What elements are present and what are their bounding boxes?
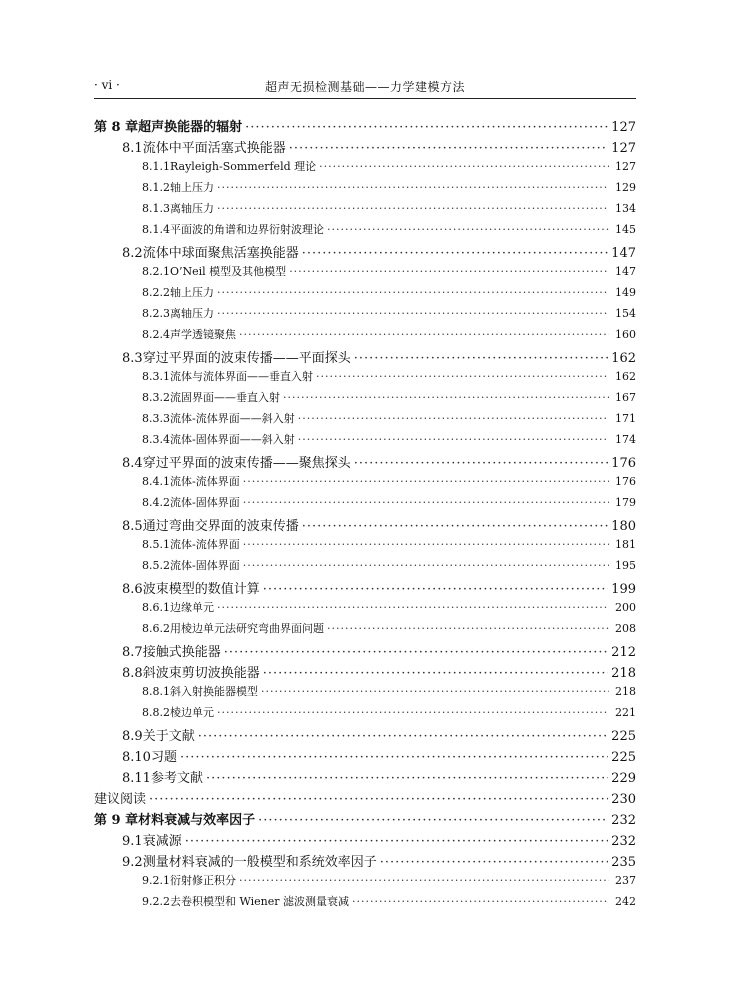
toc-entry-page: 195 bbox=[615, 559, 636, 572]
toc-entry-number: 8.4.1 bbox=[142, 475, 170, 488]
table-of-contents bbox=[94, 116, 636, 914]
toc-entry-number: 第 9 章 bbox=[94, 813, 139, 828]
toc-entry-page: 232 bbox=[611, 834, 636, 849]
dot-leader bbox=[302, 246, 608, 261]
dot-leader bbox=[239, 874, 609, 887]
toc-entry-page: 127 bbox=[611, 141, 636, 156]
toc-entry-number: 8.8.1 bbox=[142, 685, 170, 698]
toc-entry-title: 斜波束剪切波换能器 bbox=[142, 666, 260, 681]
toc-entry-title: 流体-固体界面 bbox=[170, 559, 240, 572]
toc-entry-number: 9.2 bbox=[122, 855, 143, 870]
toc-entry-subsection[interactable] bbox=[94, 536, 636, 557]
dot-leader bbox=[354, 456, 608, 471]
toc-entry-page: 199 bbox=[611, 582, 636, 597]
toc-entry-title: 衰减源 bbox=[142, 834, 182, 849]
toc-entry-subsection[interactable] bbox=[94, 179, 636, 200]
toc-entry-number: 8.11 bbox=[122, 771, 151, 786]
toc-entry-title: 流体与流体界面——垂直入射 bbox=[170, 370, 313, 383]
toc-entry-page: 237 bbox=[615, 874, 636, 887]
toc-entry-title: 通过弯曲交界面的波束传播 bbox=[142, 519, 299, 534]
toc-entry-number: 第 8 章 bbox=[94, 120, 139, 135]
toc-entry-subsection[interactable] bbox=[94, 326, 636, 347]
dot-leader bbox=[302, 519, 608, 534]
toc-entry-subsection[interactable] bbox=[94, 200, 636, 221]
dot-leader bbox=[298, 433, 609, 446]
toc-entry-title: 材料衰减与效率因子 bbox=[138, 813, 256, 828]
toc-entry-page: 154 bbox=[615, 307, 636, 320]
toc-entry-title: 边缘单元 bbox=[170, 601, 214, 614]
toc-entry-page: 176 bbox=[611, 456, 636, 471]
toc-entry-page: 127 bbox=[615, 160, 636, 173]
toc-entry-section[interactable] bbox=[94, 347, 636, 368]
toc-entry-subsection[interactable] bbox=[94, 431, 636, 452]
page-number: · vi · bbox=[94, 78, 120, 92]
toc-entry-page: 221 bbox=[615, 706, 636, 719]
dot-leader bbox=[380, 855, 608, 870]
toc-entry-number: 8.5.2 bbox=[142, 559, 170, 572]
toc-entry-subsection[interactable] bbox=[94, 599, 636, 620]
toc-entry-title: 关于文献 bbox=[142, 729, 195, 744]
dot-leader bbox=[245, 120, 608, 135]
dot-leader bbox=[289, 141, 608, 156]
toc-entry-subsection[interactable] bbox=[94, 368, 636, 389]
toc-entry-subsection[interactable] bbox=[94, 872, 636, 893]
running-header bbox=[94, 74, 636, 99]
toc-entry-number: 8.5 bbox=[122, 519, 143, 534]
toc-entry-subsection[interactable] bbox=[94, 158, 636, 179]
toc-entry-page: 162 bbox=[615, 370, 636, 383]
dot-leader bbox=[206, 771, 608, 786]
toc-entry-title: 流体中球面聚焦活塞换能器 bbox=[142, 246, 299, 261]
toc-entry-section[interactable] bbox=[94, 242, 636, 263]
toc-entry-page: 212 bbox=[611, 645, 636, 660]
dot-leader bbox=[243, 538, 609, 551]
toc-entry-page: 218 bbox=[615, 685, 636, 698]
toc-entry-number: 8.2 bbox=[122, 246, 143, 261]
toc-entry-section[interactable] bbox=[94, 851, 636, 872]
toc-entry-number: 8.6 bbox=[122, 582, 143, 597]
toc-entry-number: 8.1.2 bbox=[142, 181, 170, 194]
dot-leader bbox=[243, 496, 609, 509]
toc-entry-subsection[interactable] bbox=[94, 683, 636, 704]
toc-entry-number: 8.3.3 bbox=[142, 412, 170, 425]
toc-entry-page: 232 bbox=[611, 813, 636, 828]
toc-entry-title: 流体中平面活塞式换能器 bbox=[142, 141, 286, 156]
dot-leader bbox=[327, 223, 609, 236]
toc-entry-section[interactable] bbox=[94, 641, 636, 662]
toc-entry-page: 235 bbox=[611, 855, 636, 870]
toc-entry-subsection[interactable] bbox=[94, 305, 636, 326]
toc-entry-page: 200 bbox=[615, 601, 636, 614]
dot-leader bbox=[319, 160, 609, 173]
toc-entry-subsection[interactable] bbox=[94, 620, 636, 641]
toc-entry-section[interactable] bbox=[94, 725, 636, 746]
dot-leader bbox=[261, 685, 609, 698]
toc-entry-page: 147 bbox=[615, 265, 636, 278]
toc-entry-page: 162 bbox=[611, 351, 636, 366]
toc-entry-number: 8.1.1 bbox=[142, 160, 170, 173]
toc-entry-chapter[interactable] bbox=[94, 116, 636, 137]
dot-leader bbox=[258, 813, 608, 828]
toc-entry-plain[interactable] bbox=[94, 788, 636, 809]
toc-entry-title: 流体-固体界面——斜入射 bbox=[170, 433, 295, 446]
dot-leader bbox=[217, 286, 609, 299]
toc-entry-title: 轴上压力 bbox=[170, 286, 214, 299]
toc-entry-subsection[interactable] bbox=[94, 473, 636, 494]
toc-entry-title: O’Neil 模型及其他模型 bbox=[170, 265, 287, 278]
toc-entry-title: 轴上压力 bbox=[170, 181, 214, 194]
toc-entry-number: 8.2.1 bbox=[142, 265, 170, 278]
toc-entry-number: 8.4 bbox=[122, 456, 143, 471]
toc-entry-number: 9.1 bbox=[122, 834, 143, 849]
dot-leader bbox=[198, 729, 608, 744]
toc-entry-page: 180 bbox=[611, 519, 636, 534]
toc-entry-page: 218 bbox=[611, 666, 636, 681]
toc-entry-section[interactable] bbox=[94, 578, 636, 599]
dot-leader bbox=[224, 645, 608, 660]
toc-entry-number: 8.8.2 bbox=[142, 706, 170, 719]
dot-leader bbox=[185, 834, 608, 849]
toc-entry-title: 测量材料衰减的一般模型和系统效率因子 bbox=[142, 855, 377, 870]
toc-entry-number: 9.2.2 bbox=[142, 895, 170, 908]
toc-entry-page: 208 bbox=[615, 622, 636, 635]
toc-entry-number: 8.3 bbox=[122, 351, 143, 366]
toc-entry-number: 8.5.1 bbox=[142, 538, 170, 551]
dot-leader bbox=[298, 412, 609, 425]
toc-entry-title: 斜入射换能器模型 bbox=[170, 685, 258, 698]
toc-entry-number: 8.3.1 bbox=[142, 370, 170, 383]
toc-entry-section[interactable] bbox=[94, 452, 636, 473]
toc-entry-subsection[interactable] bbox=[94, 221, 636, 242]
toc-entry-page: 145 bbox=[615, 223, 636, 236]
toc-entry-title: 衍射修正积分 bbox=[170, 874, 236, 887]
toc-entry-section[interactable] bbox=[94, 515, 636, 536]
toc-entry-title: 平面波的角谱和边界衍射波理论 bbox=[170, 223, 324, 236]
toc-entry-title: 接触式换能器 bbox=[142, 645, 221, 660]
toc-entry-page: 127 bbox=[611, 120, 636, 135]
toc-entry-subsection[interactable] bbox=[94, 494, 636, 515]
dot-leader bbox=[217, 307, 609, 320]
toc-entry-number: 8.3.2 bbox=[142, 391, 170, 404]
toc-entry-title: 流固界面——垂直入射 bbox=[170, 391, 280, 404]
toc-entry-page: 230 bbox=[611, 792, 636, 807]
toc-entry-page: 225 bbox=[611, 729, 636, 744]
toc-entry-number: 8.6.1 bbox=[142, 601, 170, 614]
dot-leader bbox=[239, 328, 609, 341]
toc-entry-page: 225 bbox=[611, 750, 636, 765]
dot-leader bbox=[263, 666, 608, 681]
dot-leader bbox=[243, 559, 609, 572]
toc-entry-page: 149 bbox=[615, 286, 636, 299]
toc-entry-number: 8.9 bbox=[122, 729, 143, 744]
toc-entry-title: 穿过平界面的波束传播——聚焦探头 bbox=[142, 456, 351, 471]
toc-entry-number: 8.4.2 bbox=[142, 496, 170, 509]
toc-entry-title: 声学透镜聚焦 bbox=[170, 328, 236, 341]
dot-leader bbox=[352, 895, 609, 908]
toc-entry-number: 8.1.4 bbox=[142, 223, 170, 236]
toc-entry-title: 棱边单元 bbox=[170, 706, 214, 719]
dot-leader bbox=[289, 265, 609, 278]
toc-entry-title: 流体-流体界面——斜入射 bbox=[170, 412, 295, 425]
toc-entry-page: 171 bbox=[615, 412, 636, 425]
toc-entry-title: 波束模型的数值计算 bbox=[142, 582, 260, 597]
toc-entry-page: 181 bbox=[615, 538, 636, 551]
toc-entry-page: 179 bbox=[615, 496, 636, 509]
toc-entry-number: 8.7 bbox=[122, 645, 143, 660]
toc-entry-subsection[interactable] bbox=[94, 263, 636, 284]
toc-entry-number: 9.2.1 bbox=[142, 874, 170, 887]
dot-leader bbox=[149, 792, 608, 807]
toc-entry-number: 8.2.2 bbox=[142, 286, 170, 299]
dot-leader bbox=[283, 391, 609, 404]
toc-entry-subsection[interactable] bbox=[94, 389, 636, 410]
toc-entry-title: 穿过平界面的波束传播——平面探头 bbox=[142, 351, 351, 366]
toc-entry-number: 8.1.3 bbox=[142, 202, 170, 215]
dot-leader bbox=[217, 601, 609, 614]
toc-entry-subsection[interactable] bbox=[94, 893, 636, 914]
toc-entry-page: 167 bbox=[615, 391, 636, 404]
toc-entry-title: 离轴压力 bbox=[170, 202, 214, 215]
toc-entry-page: 134 bbox=[615, 202, 636, 215]
toc-entry-number: 8.1 bbox=[122, 141, 143, 156]
toc-entry-title: 习题 bbox=[150, 750, 177, 765]
toc-entry-number: 8.2.3 bbox=[142, 307, 170, 320]
toc-entry-subsection[interactable] bbox=[94, 284, 636, 305]
toc-entry-page: 160 bbox=[615, 328, 636, 341]
dot-leader bbox=[327, 622, 609, 635]
toc-entry-number: 8.2.4 bbox=[142, 328, 170, 341]
toc-entry-title: 参考文献 bbox=[150, 771, 203, 786]
toc-entry-page: 174 bbox=[615, 433, 636, 446]
dot-leader bbox=[180, 750, 608, 765]
toc-entry-chapter[interactable] bbox=[94, 809, 636, 830]
toc-entry-section[interactable] bbox=[94, 767, 636, 788]
toc-entry-title: 离轴压力 bbox=[170, 307, 214, 320]
toc-entry-subsection[interactable] bbox=[94, 704, 636, 725]
toc-entry-number: 8.3.4 bbox=[142, 433, 170, 446]
toc-entry-section[interactable] bbox=[94, 662, 636, 683]
toc-entry-section[interactable] bbox=[94, 830, 636, 851]
dot-leader bbox=[243, 475, 609, 488]
dot-leader bbox=[354, 351, 608, 366]
toc-entry-number: 8.8 bbox=[122, 666, 143, 681]
toc-entry-page: 229 bbox=[611, 771, 636, 786]
dot-leader bbox=[217, 202, 609, 215]
running-title: 超声无损检测基础——力学建模方法 bbox=[264, 80, 465, 94]
toc-entry-title: 超声换能器的辐射 bbox=[138, 120, 243, 135]
dot-leader bbox=[217, 706, 609, 719]
toc-entry-page: 129 bbox=[615, 181, 636, 194]
toc-entry-number: 8.6.2 bbox=[142, 622, 170, 635]
toc-entry-page: 176 bbox=[615, 475, 636, 488]
toc-entry-section[interactable] bbox=[94, 137, 636, 158]
dot-leader bbox=[217, 181, 609, 194]
toc-entry-page: 147 bbox=[611, 246, 636, 261]
toc-entry-page: 242 bbox=[615, 895, 636, 908]
toc-entry-title: 建议阅读 bbox=[94, 792, 147, 807]
toc-entry-title: 流体-固体界面 bbox=[170, 496, 240, 509]
dot-leader bbox=[263, 582, 608, 597]
toc-entry-title: 用棱边单元法研究弯曲界面问题 bbox=[170, 622, 324, 635]
toc-entry-subsection[interactable] bbox=[94, 557, 636, 578]
toc-entry-subsection[interactable] bbox=[94, 410, 636, 431]
toc-entry-title: Rayleigh-Sommerfeld 理论 bbox=[170, 160, 317, 173]
dot-leader bbox=[316, 370, 609, 383]
toc-entry-title: 流体-流体界面 bbox=[170, 475, 240, 488]
toc-entry-section[interactable] bbox=[94, 746, 636, 767]
toc-entry-title: 流体-流体界面 bbox=[170, 538, 240, 551]
toc-entry-title: 去卷积模型和 Wiener 滤波测量衰减 bbox=[170, 895, 349, 908]
toc-entry-number: 8.10 bbox=[122, 750, 151, 765]
